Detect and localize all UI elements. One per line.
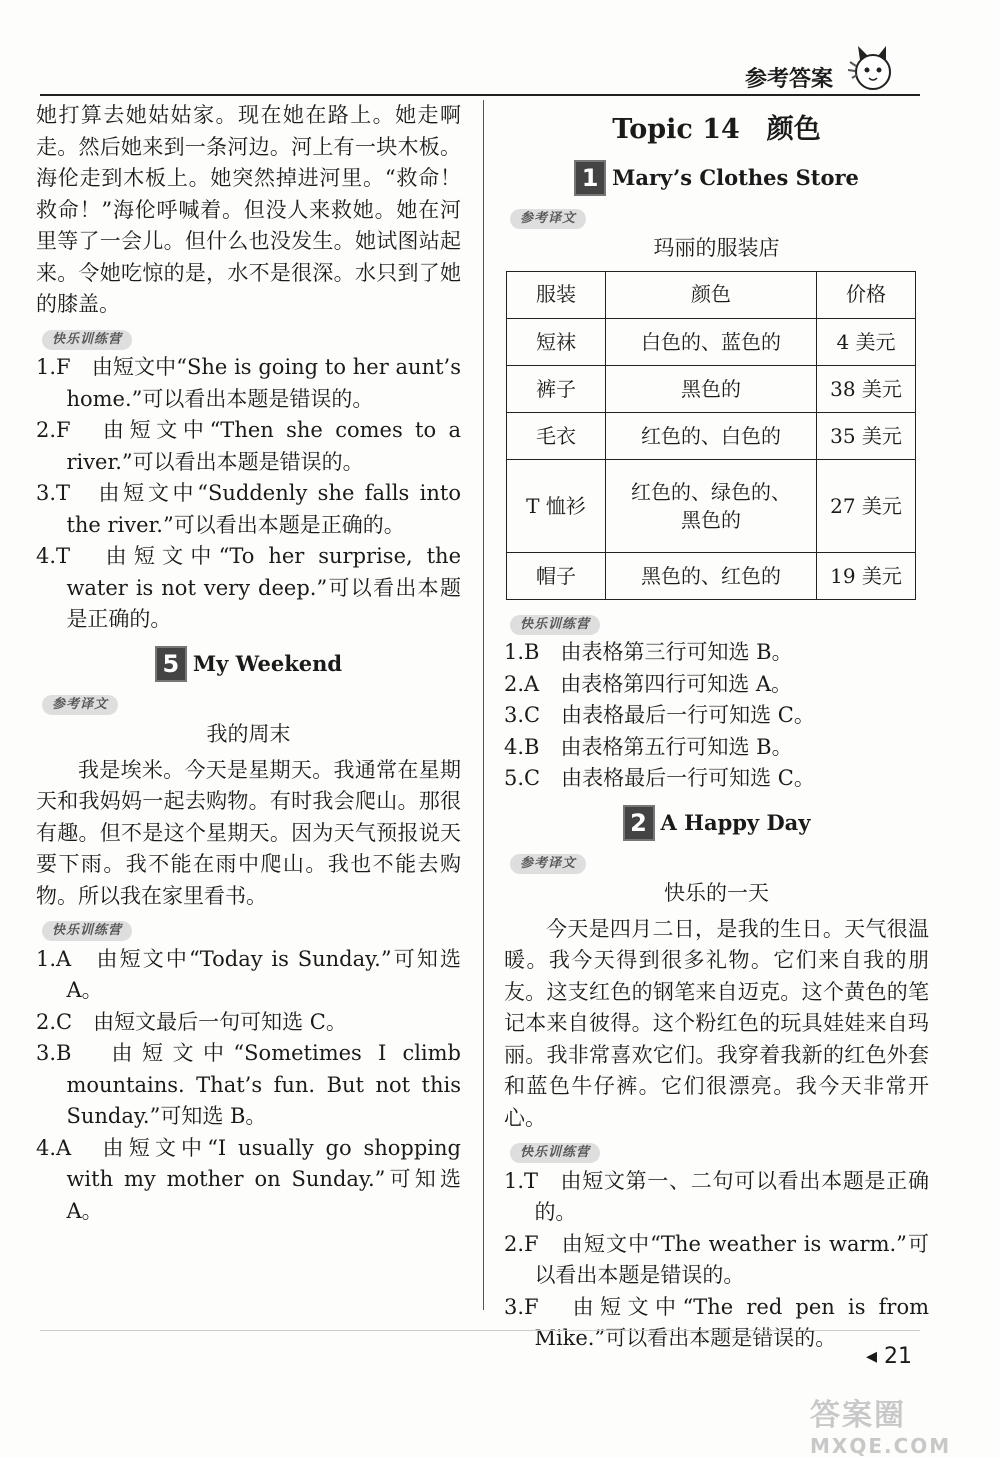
practice-banner: 快乐训练营 [510,615,600,635]
translation-title: 快乐的一天 [664,881,769,905]
table-cell: 短袜 [507,318,606,365]
translation-banner: 参考译文 [510,854,586,874]
table-cell: 19 美元 [817,552,916,599]
answer-item: 1.T 由短文第一、二句可以看出本题是正确的。 [504,1168,929,1224]
answer-item: 5.C 由表格最后一行可知选 C。 [504,766,815,790]
answer-item: 1.A 由短文中“Today is Sunday.”可知选 A。 [36,946,461,1002]
table-cell: 裤子 [507,365,606,412]
header-label: 参考答案 [745,67,834,92]
answer-item: 2.F 由短文中“Then she comes to a river.”可以看出本题是错误的。 [36,418,461,474]
footer-rule [40,1330,920,1331]
section-number-badge: 5 [155,646,187,682]
left-column [36,100,461,1227]
table-title: 玛丽的服装店 [653,236,780,260]
translation-paragraph: 今天是四月二日，是我的生日。天气很温暖。我今天得到很多礼物。它们来自我的朋友。这支红色的钢笔来自迈克。这个黄色的笔记本来自彼得。这个粉红色的玩具娃娃来自玛丽。我非常喜欢它们。我穿着我新的红色外套和蓝色牛仔裤。它们很漂亮。我今天非常开心。 [504,916,929,1130]
answer-item: 1.F 由短文中“She is going to her aunt’s home.”可以看出本题是错误的。 [36,355,461,411]
table-header: 颜色 [606,271,817,318]
translation-banner: 参考译文 [510,209,586,229]
practice-banner: 快乐训练营 [510,1143,600,1163]
header-rule [40,94,920,96]
table-cell: 27 美元 [817,459,916,552]
table-header: 价格 [817,271,916,318]
cat-mascot-icon [840,42,900,97]
table-cell: 帽子 [507,552,606,599]
table-cell: 毛衣 [507,412,606,459]
answer-item: 4.A 由短文中“I usually go shopping with my mother on Sunday.”可知选 A。 [36,1135,461,1223]
table-header-row [507,271,916,318]
answer-item: 2.A 由表格第四行可知选 A。 [504,671,793,696]
table-cell: 黑色的 [606,365,817,412]
topic-title: Topic 14 颜色 [612,114,821,145]
table-row [507,459,916,552]
table-row [507,552,916,599]
section-heading [504,160,929,196]
section-title: Mary’s Clothes Store [612,164,859,190]
table-cell: 4 美元 [817,318,916,365]
translation-title: 我的周末 [206,722,291,746]
table-cell: 38 美元 [817,365,916,412]
page-arrow-icon: ◂ [866,1344,885,1369]
clothes-table [506,271,916,600]
story-paragraph: 她打算去她姑姑家。现在她在路上。她走啊走。然后她来到一条河边。河上有一块木板。海伦走到木板上。她突然掉进河里。“救命！救命！”海伦呼喊着。但没人来救她。她在河里等了一会儿。但什么也没发生。她试图站起来。令她吃惊的是，水不是很深。水只到了她的膝盖。 [36,103,461,316]
watermark-logo-text: 答案圈 [810,1398,906,1433]
section-heading [36,646,461,682]
watermark-text: MXQE.COM [810,1434,952,1458]
translation-banner: 参考译文 [42,695,118,715]
page-number-value: 21 [884,1344,913,1369]
right-column [504,100,929,1355]
answer-item: 2.C 由短文最后一句可知选 C。 [36,1009,347,1034]
table-row [507,412,916,459]
table-cell: 红色的、绿色的、黑色的 [606,459,817,552]
table-row [507,318,916,365]
watermark-logo [810,1390,951,1458]
answer-item: 3.T 由短文中“Suddenly she falls into the river.”可以看出本题是正确的。 [36,481,461,537]
table-cell: 白色的、蓝色的 [606,318,817,365]
table-cell: 黑色的、红色的 [606,552,817,599]
section-number-badge: 2 [623,805,655,841]
table-cell: 红色的、白色的 [606,412,817,459]
table-cell: 35 美元 [817,412,916,459]
section-title: A Happy Day [660,809,811,835]
page-number [866,1344,912,1369]
section-title: My Weekend [192,650,343,676]
answer-item: 1.B 由表格第三行可知选 B。 [504,640,793,664]
translation-paragraph: 我是埃米。今天是星期天。我通常在星期天和我妈妈一起去购物。有时我会爬山。那很有趣。但不是这个星期天。因为天气预报说天要下雨。我不能在雨中爬山。我也不能去购物。所以我在家里看书。 [36,757,461,908]
table-row [507,365,916,412]
column-divider [483,100,484,1310]
practice-banner: 快乐训练营 [42,330,132,350]
answer-item: 4.B 由表格第五行可知选 B。 [504,734,793,759]
table-cell: T 恤衫 [507,459,606,552]
answer-item: 4.T 由短文中“To her surprise, the water is not very deep.”可以看出本题是正确的。 [36,544,461,631]
table-header: 服装 [507,271,606,318]
section-heading [504,805,929,841]
practice-banner: 快乐训练营 [42,921,132,941]
answer-item: 2.F 由短文中“The weather is warm.”可以看出本题是错误的。 [504,1231,929,1287]
answer-item: 3.B 由短文中“Sometimes I climb mountains. That’s fun. But not this Sunday.”可知选 B。 [36,1041,461,1128]
section-number-badge: 1 [574,160,606,196]
answer-item: 3.F 由短文中“The red pen is from Mike.”可以看出本题是错误的。 [504,1294,929,1350]
answer-item: 3.C 由表格最后一行可知选 C。 [504,703,815,727]
